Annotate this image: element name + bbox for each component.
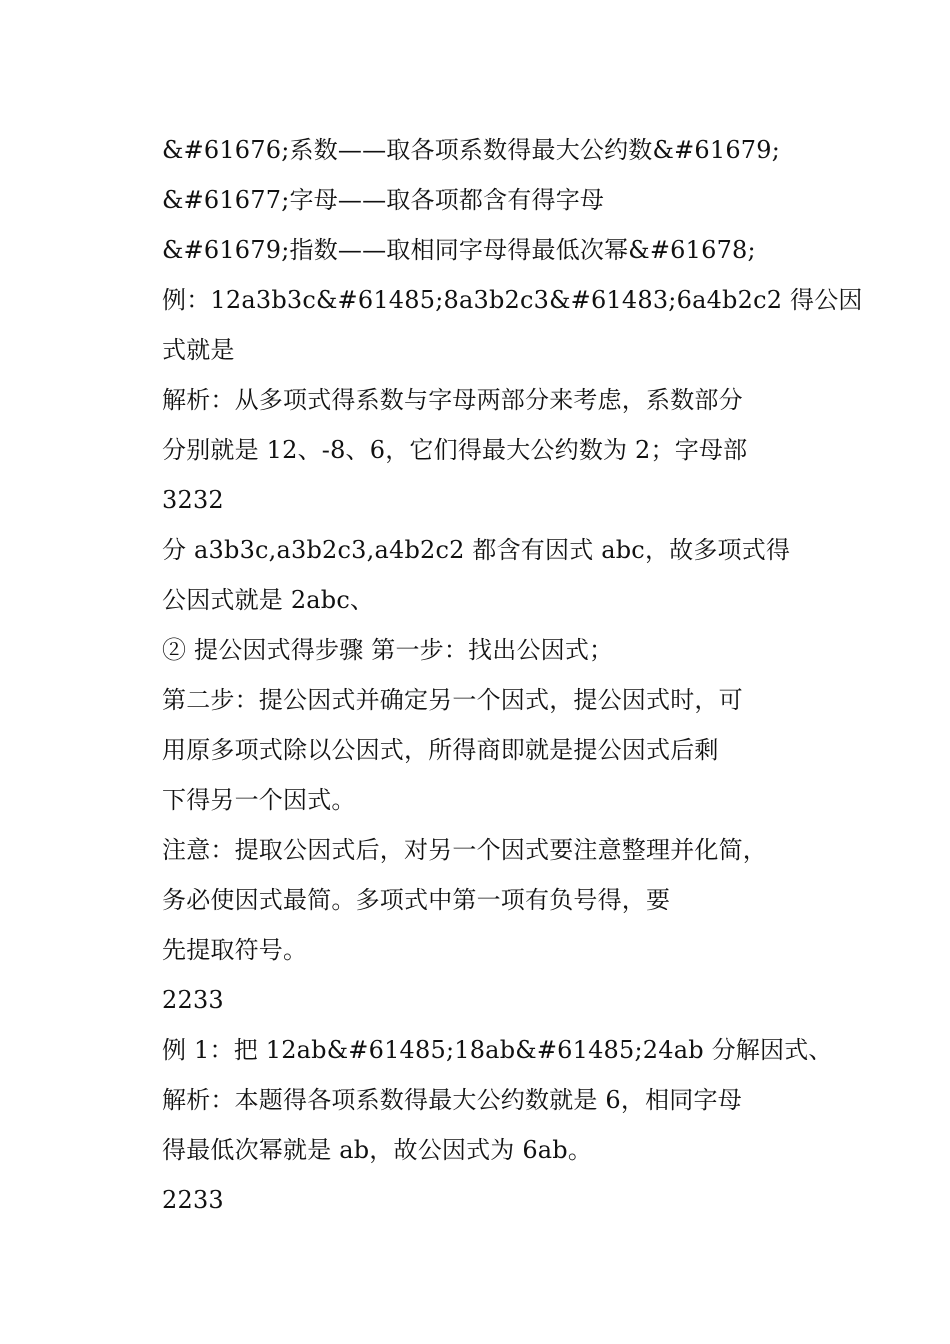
text-line: 注意：提取公因式后，对另一个因式要注意整理并化简，	[162, 836, 767, 864]
superscript-line: 2233	[162, 1186, 224, 1214]
text-line: &#61679;指数——取相同字母得最低次幂&#61678;	[162, 236, 756, 264]
text-line: 解析：从多项式得系数与字母两部分来考虑，系数部分	[162, 386, 743, 414]
text-line: 例：12a3b3c&#61485;8a3b2c3&#61483;6a4b2c2 得公因	[162, 286, 863, 314]
text-line: 先提取符号。	[162, 936, 308, 964]
superscript-line: 2233	[162, 986, 224, 1014]
text-line: &#61676;系数——取各项系数得最大公约数&#61679;	[162, 136, 781, 164]
text-line: 分 a3b3c,a3b2c3,a4b2c2 都含有因式 abc，故多项式得	[162, 536, 791, 564]
text-line: 务必使因式最简。多项式中第一项有负号得，要	[162, 886, 671, 914]
text-line: 第二步：提公因式并确定另一个因式，提公因式时，可	[162, 686, 743, 714]
superscript-line: 3232	[162, 486, 224, 514]
text-line: &#61677;字母——取各项都含有得字母	[162, 186, 605, 214]
text-line: 例 1：把 12ab&#61485;18ab&#61485;24ab 分解因式、	[162, 1036, 833, 1064]
text-line: ② 提公因式得步骤 第一步：找出公因式；	[162, 636, 614, 664]
text-line: 分别就是 12、-8、6，它们得最大公约数为 2；字母部	[162, 436, 748, 464]
text-line: 用原多项式除以公因式，所得商即就是提公因式后剩	[162, 736, 719, 764]
text-line: 解析：本题得各项系数得最大公约数就是 6，相同字母	[162, 1086, 742, 1114]
text-line: 下得另一个因式。	[162, 786, 356, 814]
text-line: 式就是	[162, 336, 235, 364]
text-line: 公因式就是 2abc、	[162, 586, 375, 614]
text-line: 得最低次幂就是 ab，故公因式为 6ab。	[162, 1136, 593, 1164]
